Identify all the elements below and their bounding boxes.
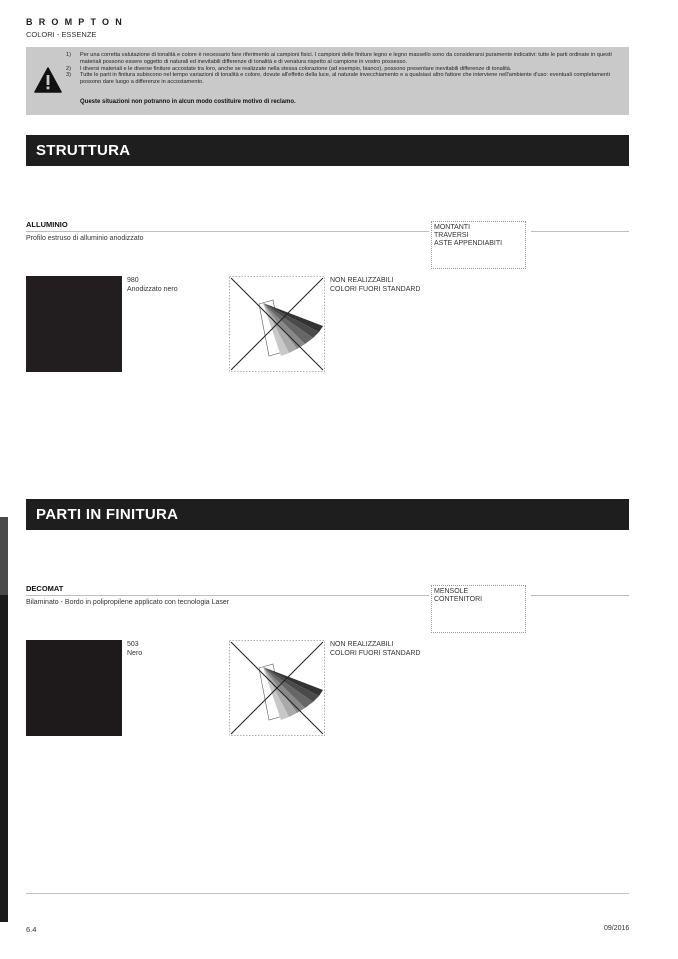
section-title-parti-in-finitura: PARTI IN FINITURA [26,499,629,530]
parts-box [431,221,526,269]
category-description: Profilo estruso di alluminio anodizzato [26,235,144,242]
part-item: MONTANTI [434,224,471,231]
side-tab [0,517,8,595]
notice-disclaimer: Queste situazioni non potranno in alcun modo costituire motivo di reclamo. [80,99,296,105]
notice-list [66,52,626,86]
category-divider [531,231,629,232]
not-available-note: NON REALIZZABILI COLORI FUORI STANDARD [330,641,421,657]
category-divider [531,595,629,596]
parts-box [431,585,526,633]
swatch-name: Nero [127,650,143,657]
category-divider [26,231,429,232]
category-title: ALLUMINIO [26,220,68,229]
notice-box [26,47,629,115]
not-available-note: NON REALIZZABILI COLORI FUORI STANDARD [330,277,421,293]
side-bar [0,595,8,922]
color-swatch [26,276,122,372]
notice-item: 2) I diversi materiali e le diverse finiture accostate tra loro, anche se realizzate nella stessa colorazione (ad esempio, bianco), possono presentare inevitabili differenze di tonalità. [66,65,512,72]
notice-item: 3) Tutte le parti in finitura subiscono nel tempo variazioni di tonalità e colore, dovute all'effetto della luce, al naturale invecchiamento e a qualsiasi altro fattore che interviene nell'ambiente d'uso: eventuali completamenti possono dare luogo a differenze in accostamento. [66,72,610,86]
part-item: MENSOLE [434,588,469,595]
footer-divider [26,893,629,894]
page-subtitle: COLORI - ESSENZE [26,30,97,39]
non-standard-colors-icon [229,640,325,736]
category-divider [26,595,429,596]
brand-name: BROMPTON [26,17,128,27]
swatch-code: 503 [127,641,139,648]
category-description: Bilaminato - Bordo in polipropilene applicato con tecnologia Laser [26,599,230,606]
part-item: CONTENITORI [434,596,483,603]
swatch-label [127,276,178,294]
color-swatch [26,640,122,736]
section-title-struttura: STRUTTURA [26,135,629,166]
part-item: ASTE APPENDIABITI [434,240,503,247]
notice-item: 1) Per una corretta valutazione di tonalità e colore è necessario fare riferimento ai campioni fisici. I campioni delle finiture legno e legno massello sono da considerarsi puramente indicativi: tutte le parti ordinate in questi materiali possono essere oggetto di naturali ed inevitabili differenze di tonalità e di venatura rispetto al campione in vostro possesso. [66,52,612,65]
page-number: 6.4 [26,925,37,934]
swatch-code: 980 [127,277,139,284]
part-item: TRAVERSI [434,232,469,239]
category-title: DECOMAT [26,584,64,593]
warning-icon [34,67,62,93]
non-standard-colors-icon [229,276,325,372]
edition-date: 09/2016 [604,925,630,932]
swatch-name: Anodizzato nero [127,286,178,293]
swatch-label [127,640,142,658]
